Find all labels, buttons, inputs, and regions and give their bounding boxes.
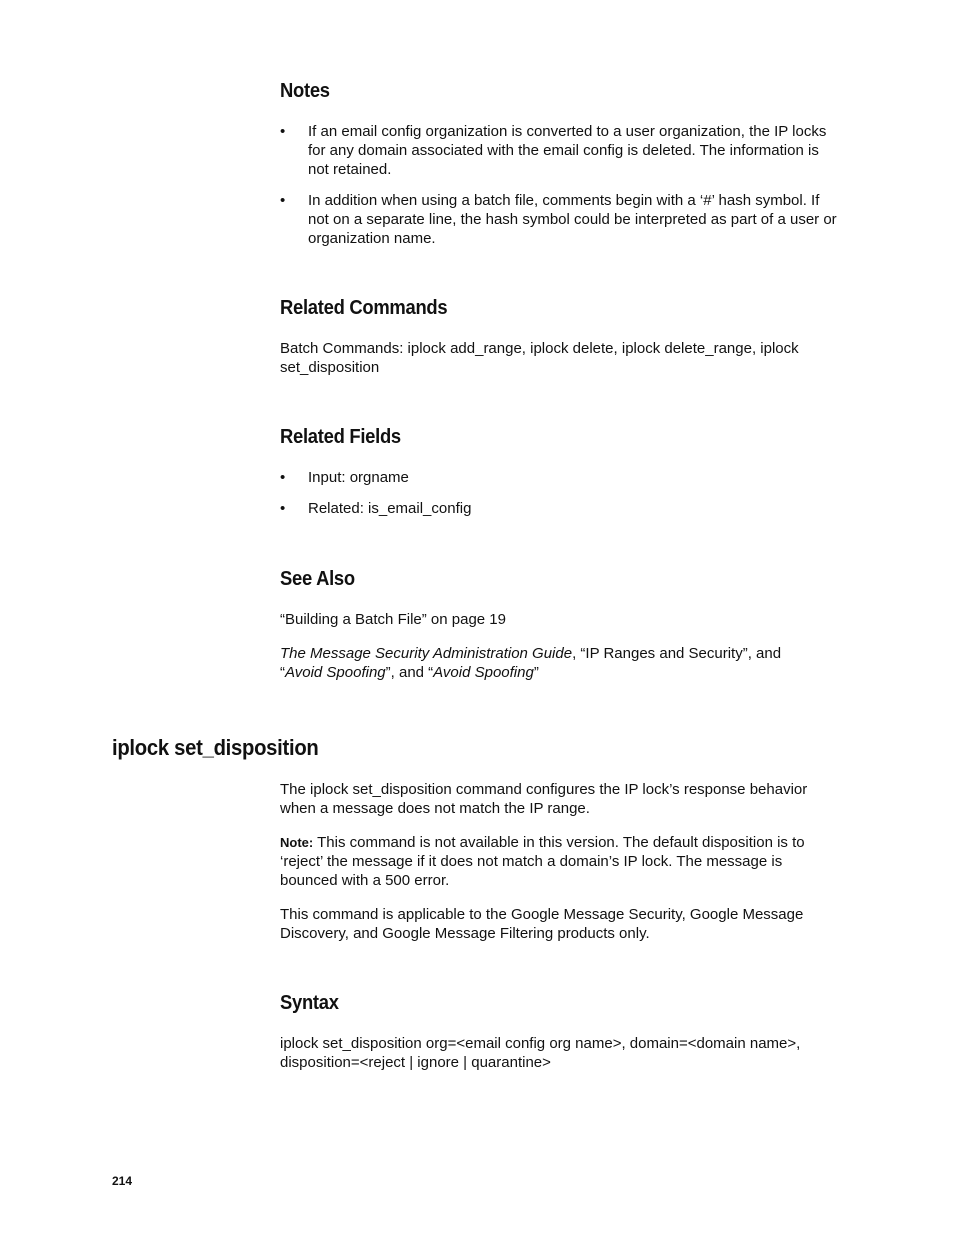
related-fields-heading: Related Fields bbox=[280, 426, 401, 448]
avoid-spoofing-ref: Avoid Spoofing bbox=[285, 664, 386, 681]
see-also-heading: See Also bbox=[280, 568, 355, 590]
note-block bbox=[280, 833, 840, 890]
related-fields-item-text: Input: orgname bbox=[308, 469, 409, 486]
quote-close: ” bbox=[533, 664, 539, 681]
bullet-icon: • bbox=[280, 192, 286, 209]
related-fields-item bbox=[280, 499, 840, 518]
section-intro: The iplock set_disposition command configures the IP lock’s response behavior when a message does not match the IP range. bbox=[280, 781, 808, 817]
related-fields-item bbox=[280, 468, 840, 487]
note-text: This command is not available in this version. The default disposition is to ‘reject’ the message if it does not match a domain’s IP lock. The message is bounced with a 500 error. bbox=[280, 834, 805, 889]
notes-item-text: If an email config organization is converted to a user organization, the IP locks for any domain associated with the email config is deleted. The information is not retained. bbox=[308, 123, 827, 178]
notes-item bbox=[280, 122, 840, 179]
bullet-icon: • bbox=[280, 123, 286, 140]
applicability-text: This command is applicable to the Google Message Security, Google Message Discovery, and Google Message Filtering products only. bbox=[280, 906, 804, 942]
note-label: Note: bbox=[280, 835, 314, 850]
notes-item-text: In addition when using a batch file, comments begin with a ‘#’ hash symbol. If not on a separate line, the hash symbol could be interpreted as part of a user or organization name. bbox=[308, 192, 837, 247]
syntax-line: disposition=<reject | ignore | quarantine> bbox=[280, 1054, 551, 1071]
bullet-icon: • bbox=[280, 500, 286, 517]
avoid-spoofing-ref: Avoid Spoofing bbox=[433, 664, 534, 681]
guide-title: The Message Security Administration Guide bbox=[280, 645, 573, 662]
syntax-block bbox=[280, 1034, 860, 1072]
see-also-guide bbox=[280, 644, 840, 682]
notes-heading: Notes bbox=[280, 80, 330, 102]
related-commands-heading: Related Commands bbox=[280, 297, 448, 319]
related-fields-item-text: Related: is_email_config bbox=[308, 500, 472, 517]
bullet-icon: • bbox=[280, 469, 286, 486]
mid-text: ”, and “ bbox=[385, 664, 434, 681]
syntax-heading: Syntax bbox=[280, 992, 339, 1014]
guide-rest: , “IP Ranges and Security”, and bbox=[572, 645, 782, 662]
page-number: 214 bbox=[112, 1174, 133, 1188]
syntax-line: iplock set_disposition org=<email config org name>, domain=<domain name>, bbox=[280, 1035, 801, 1052]
section-title: iplock set_disposition bbox=[112, 735, 319, 760]
notes-item bbox=[280, 191, 840, 248]
see-also-link[interactable]: “Building a Batch File” on page 19 bbox=[280, 611, 506, 628]
related-commands-text: Batch Commands: iplock add_range, iplock delete, iplock delete_range, iplock set_disposition bbox=[280, 340, 799, 376]
quote-open: “ bbox=[280, 664, 285, 681]
